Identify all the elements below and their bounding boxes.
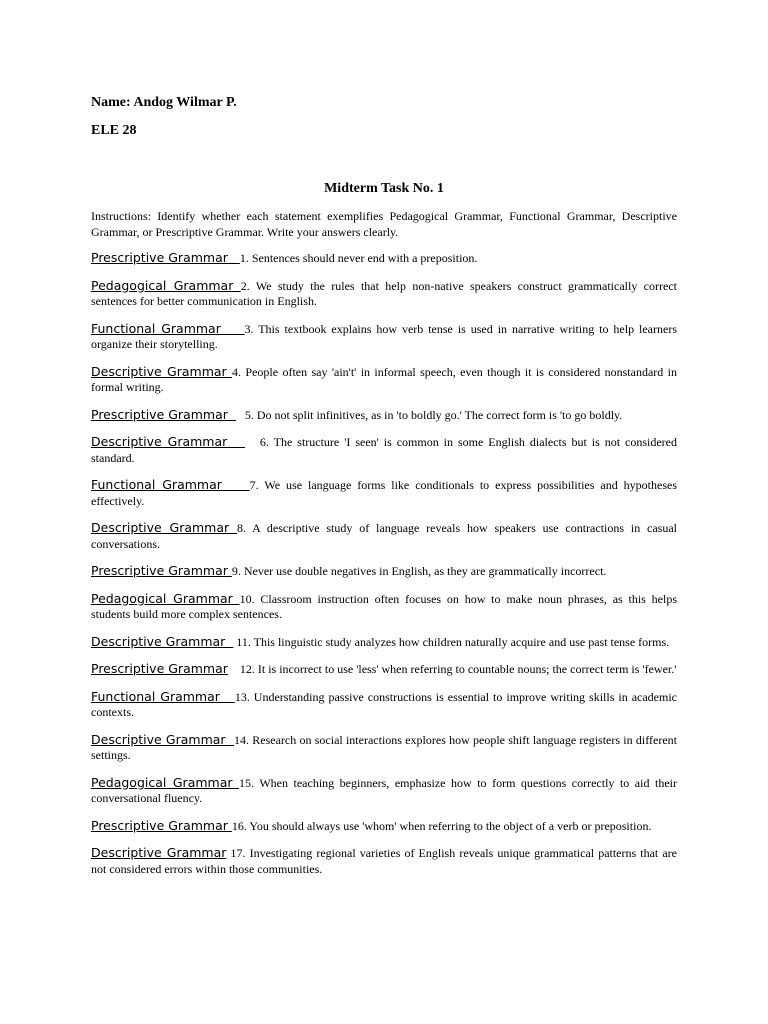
answer-text: Functional Grammar [91,688,235,704]
answer-text: Prescriptive Grammar [91,406,236,422]
list-item [91,477,680,509]
page-title: Midterm Task No. 1 [324,181,444,196]
answer-text: Descriptive Grammar [91,520,237,535]
statement-text: 7. We use language forms like conditionals to express possibilities and hypotheses effectively. [91,478,680,508]
answer-text: Functional Grammar [91,320,245,336]
answer-text: Descriptive Grammar [91,434,246,449]
answer-text: Functional Grammar [91,477,250,492]
answer-text: Pedagogical Grammar [91,277,241,293]
list-item [91,590,680,623]
instructions: Instructions: Identify whether each statement exemplifies Pedagogical Grammar, Functional Grammar, Descriptive Grammar, or Prescriptive Grammar. Write your answers clearly. [91,209,677,239]
list-item [91,774,680,807]
statement-text: 9. Never use double negatives in English, as they are grammatically incorrect. [231,564,607,578]
answer-text: Prescriptive Grammar [91,661,228,676]
answer-text: Descriptive Grammar [91,363,233,379]
answer-text: Descriptive Grammar [91,633,234,649]
statement-text: 5. Do not split infinitives, as in 'to boldly go.' The correct form is 'to go boldly. [235,407,623,422]
statement-text: 10. Classroom instruction often focuses on how to make noun phrases, as this helps students build more complex sentences. [91,591,680,621]
statement-text: 4. People often say 'ain't' in informal speech, even though it is considered nonstandard in formal writing. [91,364,681,394]
statement-text: 11. This linguistic study analyzes how children naturally acquire and use past tense forms. [233,634,670,649]
answer-list [91,250,681,877]
statement-text: 17. Investigating regional varieties of English reveals unique grammatical patterns that are not considered errors within those communities. [91,846,680,876]
answer-text: Descriptive Grammar [91,731,235,747]
list-item [91,688,680,721]
answer-text: Prescriptive Grammar [91,817,232,833]
answer-text: Pedagogical Grammar [91,590,240,606]
list-item [91,563,677,580]
list-item [91,731,680,764]
list-item [91,250,677,267]
answer-text: Pedagogical Grammar [91,774,240,790]
list-item [91,634,677,651]
list-item [91,661,677,678]
statement-text: 2. We study the rules that help non-native speakers construct grammatically correct sentences for better communication in English. [91,278,680,308]
answer-text: Descriptive Grammar [91,845,227,860]
student-name: Name: Andog Wilmar P. [91,95,237,110]
list-item [91,363,681,396]
list-item [91,818,677,835]
list-item [91,434,680,466]
answer-text: Prescriptive Grammar [91,250,240,265]
list-item [91,320,680,353]
statement-text: 6. The structure 'I seen' is common in some English dialects but is not considered standard. [91,435,680,465]
statement-text: 1. Sentences should never end with a preposition. [239,251,478,265]
statement-text: 15. When teaching beginners, emphasize how to form questions correctly to aid their conversational fluency. [91,775,680,805]
answer-text: Prescriptive Grammar [91,563,232,578]
list-item [91,520,680,552]
course-code: ELE 28 [91,123,137,138]
statement-text: 14. Research on social interactions explores how people shift language registers in different settings. [91,732,680,762]
list-item [91,277,680,310]
list-item [91,845,680,877]
statement-text: 3. This textbook explains how verb tense is used in narrative writing to help learners organize their storytelling. [91,321,680,351]
statement-text: 8. A descriptive study of language reveals how speakers use contractions in casual conversations. [91,521,680,551]
statement-text: 13. Understanding passive constructions is essential to improve writing skills in academic contexts. [91,689,680,719]
statement-text: 16. You should always use 'whom' when referring to the object of a verb or preposition. [231,818,652,833]
list-item [91,407,677,424]
statement-text: 12. It is incorrect to use 'less' when referring to countable nouns; the correct term is 'fewer.' [227,662,677,676]
